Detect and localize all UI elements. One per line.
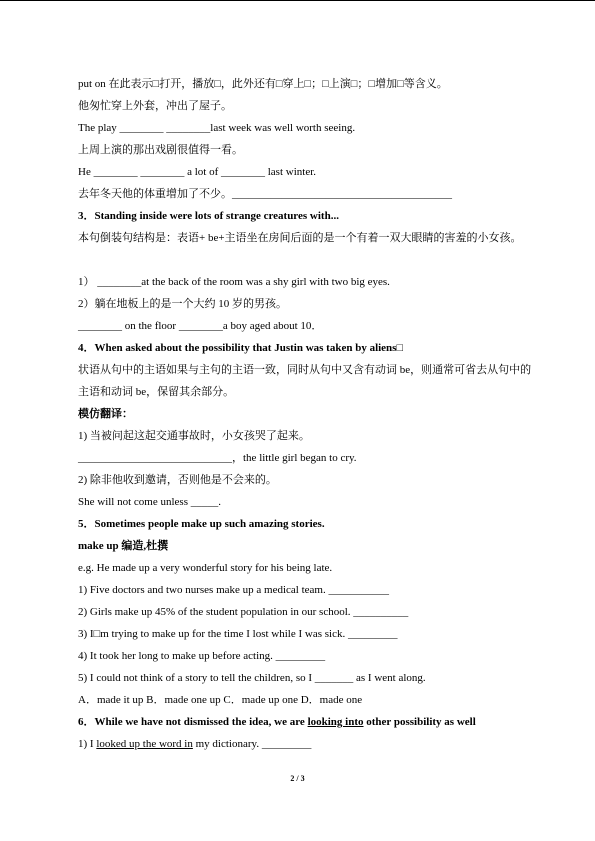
translation-line: 去年冬天他的体重增加了不少。________________________________________	[78, 188, 452, 200]
adverbial-clause-explanation: 状语从句中的主语如果与主句的主语一致，同时从句中又含有动词 be，则通常可省去从句中的主语和动词 be，保留其余部分。	[78, 364, 532, 398]
exercise-item: 2) Girls make up 45% of the student population in our school. __________	[78, 606, 409, 618]
fill-in-line: ________ on the floor ________a boy aged about 10．	[78, 320, 323, 332]
exercise-item: 3) I□m trying to make up for the time I lost while I was sick. _________	[78, 628, 398, 640]
inversion-explanation: 本句倒装句结构是：表语+ be+主语坐在房间后面的是一个有着一双大眼睛的害羞的小女孩。	[78, 232, 522, 244]
answer-options: A．made it up B．made one up C．made up one D．made one	[78, 694, 363, 706]
imitation-translation-heading: 模仿翻译：	[78, 408, 133, 420]
exercise-item: 4) It took her long to make up before acting. _________	[78, 650, 326, 662]
exercise-item: 1） ________at the back of the room was a shy girl with two big eyes.	[78, 276, 390, 288]
section-heading-6	[78, 715, 476, 729]
section-heading-3: 3．Standing inside were lots of strange creatures with...	[78, 210, 339, 222]
put-on-explanation: put on 在此表示□打开，播放□，此外还有□穿上□；□上演□；□增加□等含义。	[78, 78, 448, 90]
exercise-item: 2）躺在地板上的是一个大约 10 岁的男孩。	[78, 298, 287, 310]
exercise-item: 2) 除非他收到邀请，否则他是不会来的。	[78, 474, 277, 486]
exercise-item: 5) I could not think of a story to tell the children, so I _______ as I went along.	[78, 672, 426, 684]
header-rule	[0, 0, 595, 1]
section-heading-5: 5．Sometimes people make up such amazing stories.	[78, 518, 325, 530]
example-sentence-chinese: 他匆忙穿上外套，冲出了屋子。	[78, 100, 232, 112]
exercise-item	[78, 737, 311, 751]
exercise-item: 1) 当被问起这起交通事故时，小女孩哭了起来。	[78, 430, 310, 442]
underlined-phrase: looked up the word in	[96, 738, 193, 750]
item-text: my dictionary. _________	[192, 738, 312, 750]
underlined-phrase: looking into	[307, 716, 364, 728]
example-sentence: e.g. He made up a very wonderful story for his being late.	[78, 562, 333, 574]
page-number: 2 / 3	[290, 774, 305, 783]
fill-in-line: He ________ ________ a lot of ________ last winter.	[78, 166, 317, 178]
fill-in-line: ____________________________，the little girl began to cry.	[78, 452, 357, 464]
section-heading-4: 4．When asked about the possibility that Justin was taken by aliens□	[78, 342, 404, 354]
exercise-item: 1) Five doctors and two nurses make up a medical team. ___________	[78, 584, 389, 596]
fill-in-line: The play ________ ________last week was well worth seeing.	[78, 122, 356, 134]
heading-text: other possibility as well	[363, 716, 476, 728]
example-sentence-chinese: 上周上演的那出戏剧很值得一看。	[78, 144, 243, 156]
phrase-heading: make up 编造,杜撰	[78, 540, 169, 552]
heading-text: 6．While we have not dismissed the idea, we are	[78, 716, 308, 728]
item-text: 1) I	[78, 738, 97, 750]
fill-in-line: She will not come unless _____.	[78, 496, 221, 508]
